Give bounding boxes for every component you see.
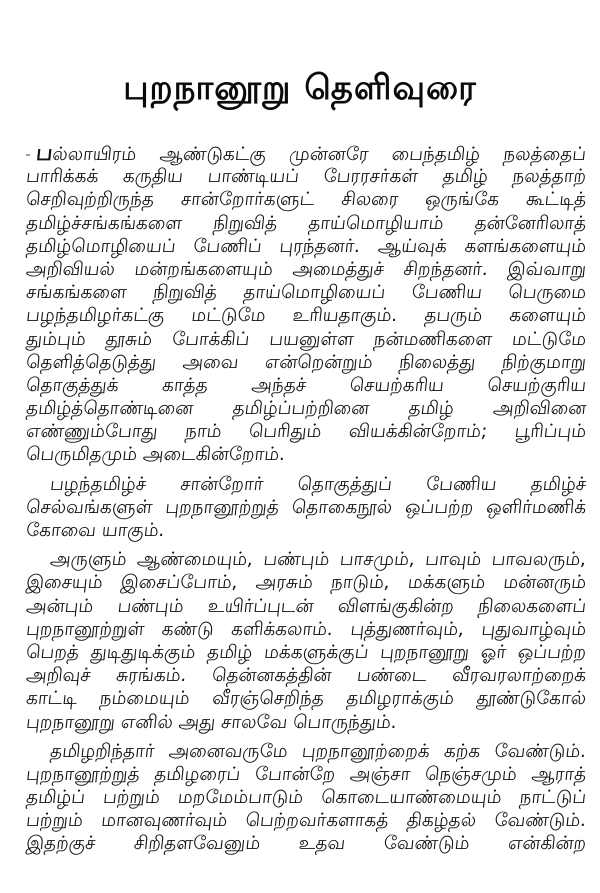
text-line: அறிவியல் மன்றங்களையும் அமைத்துச் சிறந்தனர். இவ்வாறு bbox=[25, 258, 588, 280]
text-line: புறநானூறு எனில் அது சாலவே பொருந்தும். bbox=[25, 711, 399, 733]
paragraph-1 bbox=[25, 141, 588, 467]
paragraph-3 bbox=[25, 548, 588, 734]
text-line: அருளும் ஆண்மையும், பண்பும் பாசமும், பாவும் பாவலரும், bbox=[49, 549, 588, 571]
text-line: பெருமிதமும் அடைகின்றோம். bbox=[25, 444, 287, 466]
text-line: அறிவுச் சுரங்கம். தென்னகத்தின் பண்டை வீரவரலாற்றைக் bbox=[25, 665, 588, 687]
text-line: தமிழறிந்தார் அனைவருமே புறநானூற்றைக் கற்க வேண்டும். bbox=[49, 740, 588, 762]
drop-cap: ப bbox=[34, 141, 54, 166]
text-line: அன்பும் பண்பும் உயிர்ப்புடன் விளங்குகின்ற நிலைகளைப் bbox=[25, 595, 588, 617]
body-text bbox=[25, 141, 588, 862]
text-line: இதற்குச் சிறிதளவேனும் உதவ வேண்டும் என்கின்ற bbox=[25, 833, 588, 855]
paragraph-2 bbox=[25, 473, 588, 543]
text-line: கோவை யாகும். bbox=[25, 520, 166, 541]
text-line: தெளித்தெடுத்து அவை என்றென்றும் நிலைத்து நிற்குமாறு bbox=[25, 351, 588, 373]
text-line: பழந்தமிழர்கட்கு மட்டுமே உரியதாகும். தபரும் களையும் bbox=[25, 305, 588, 327]
text-line: பல்லாயிரம் ஆண்டுகட்கு முன்னரே பைந்தமிழ் நலத்தைப் bbox=[25, 142, 587, 165]
text-line: பற்றும் மானவுணர்வும் பெற்றவர்களாகத் திகழ்தல் வேண்டும். bbox=[25, 810, 588, 832]
text-line: சங்கங்களை நிறுவித் தாய்மொழியைப் பேணிய பெருமை bbox=[25, 282, 588, 304]
text-line: தமிழ்ச்சங்கங்களை நிறுவித் தாய்மொழியாம் தன்னேரிலாத் bbox=[25, 212, 588, 234]
text-line: தமிழ்த்தொண்டினை தமிழ்ப்பற்றினை தமிழ் அறிவினை bbox=[25, 398, 588, 420]
text-line: இசையும் இசைப்போம், அரசும் நாடும், மக்களும் மன்னரும் bbox=[25, 572, 588, 594]
page-title: புறநானூறு தெளிவுரை bbox=[123, 68, 477, 108]
text-line: பழந்தமிழ்ச் சான்றோர் தொகுத்துப் பேணிய தமிழ்ச் bbox=[49, 473, 588, 495]
text-line: தொகுத்துக் காத்த அந்தச் செயற்கரிய செயற்குரிய bbox=[25, 374, 588, 396]
text-line: தமிழ்ப் பற்றும் மறமேம்பாடும் கொடையாண்மையும் நாட்டுப் bbox=[25, 787, 588, 809]
scan-speck bbox=[26, 154, 30, 156]
text-line: எண்ணும்போது நாம் பெரிதும் வியக்கின்றோம்; பூரிப்பும் bbox=[25, 421, 588, 443]
text-line: தமிழ்மொழியைப் பேணிப் புரந்தனர். ஆய்வுக் களங்களையும் bbox=[25, 235, 588, 257]
text-line: பாரிக்கக் கருதிய பாண்டியப் பேரரசர்கள் தமிழ் நலத்தாற் bbox=[25, 166, 588, 188]
paragraph-4 bbox=[25, 740, 588, 856]
text-line: செல்வங்களுள் புறநானூற்றுத் தொகைநூல் ஒப்பற்ற ஒளிர்மணிக் bbox=[25, 496, 588, 518]
text-line: செறிவுற்றிருந்த சான்றோர்களுட் சிலரை ஒருங்கே கூட்டித் bbox=[25, 189, 588, 211]
text-line: பெறத் துடிதுடிக்கும் தமிழ் மக்களுக்குப் புறநானூறு ஓர் ஒப்பற்ற bbox=[25, 641, 588, 663]
text-line: புறநானூற்றுத் தமிழரைப் போன்றே அஞ்சா நெஞ்சமும் ஆராத் bbox=[25, 763, 588, 785]
text-line: தும்பும் தூசும் போக்கிப் பயனுள்ள நன்மணிகளை மட்டுமே bbox=[25, 328, 588, 350]
text-line: புறநானூற்றுள் கண்டு களிக்கலாம். புத்துணர்வும், புதுவாழ்வும் bbox=[25, 618, 588, 640]
text-line: காட்டி நம்மையும் வீரஞ்செறிந்த தமிழராக்கும் தூண்டுகோல் bbox=[25, 688, 588, 710]
